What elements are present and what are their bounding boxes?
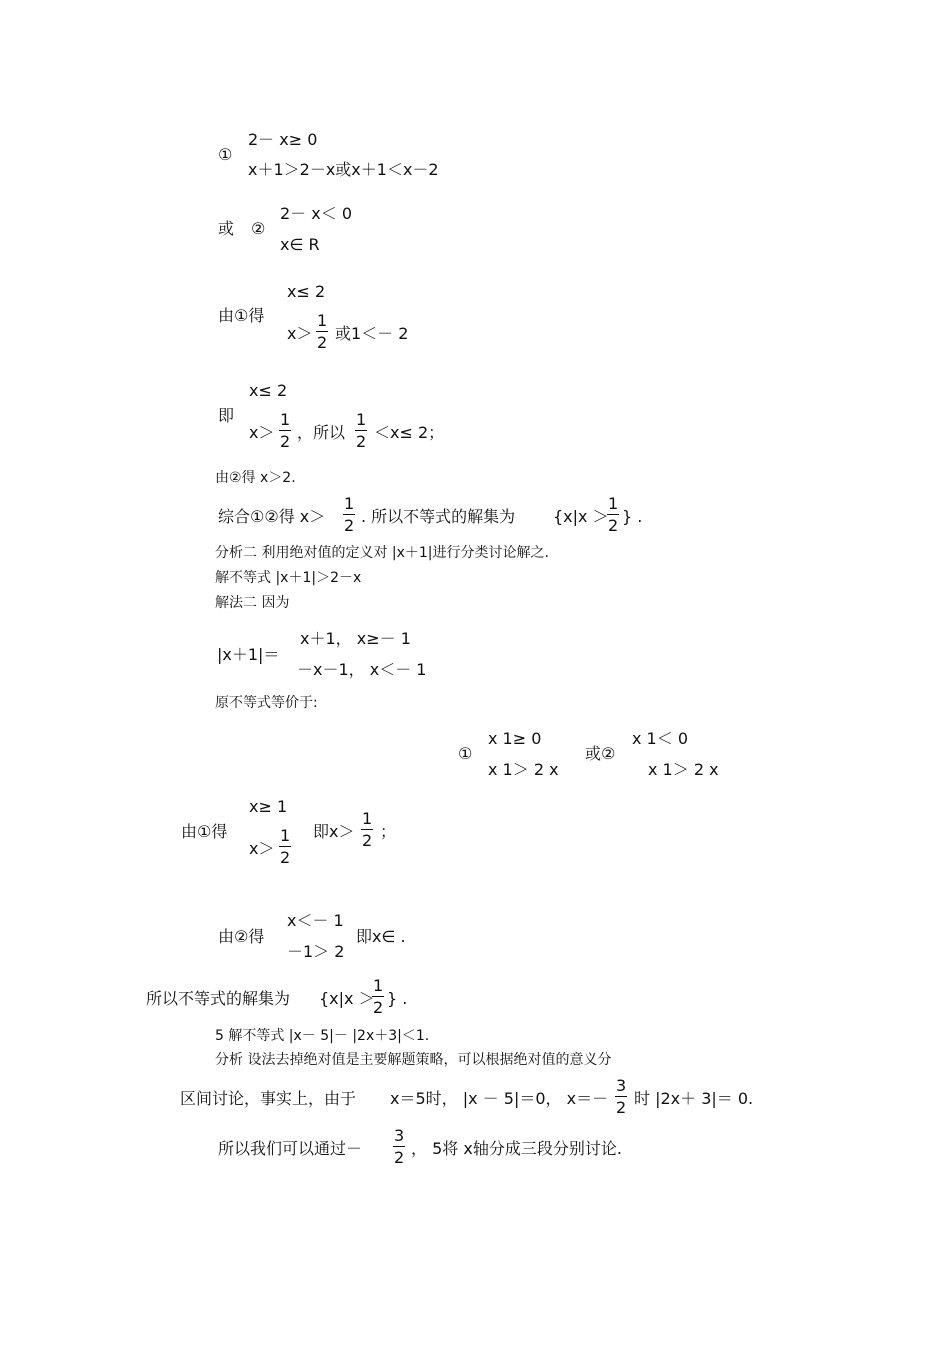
condition-line: x＞ (287, 324, 313, 343)
condition-line: x＞ (249, 423, 275, 442)
text-run: ， 5将 x轴分成三段分别讨论. (411, 1139, 622, 1158)
fraction-one-half (607, 496, 619, 534)
system-line: x 1＜ 0 (632, 729, 689, 748)
text-run: 时 |2x＋ 3|＝ 0. (634, 1089, 754, 1108)
piecewise-case: x＋1， x≥－ 1 (300, 629, 411, 648)
problem-line: 5 解不等式 |x－ 5|－ |2x＋3|＜1. (215, 1028, 430, 1044)
solution-set: } . (387, 989, 408, 1008)
fraction-one-half (316, 313, 328, 351)
numerator: 1 (608, 494, 619, 513)
numerator: 1 (280, 826, 291, 845)
analysis-line: 分析 设法去掉绝对值是主要解题策略，可以根据绝对值的意义分 (215, 1052, 612, 1068)
condition-line: 2－ x≥ 0 (248, 130, 318, 149)
circle-one-label: ① (218, 145, 233, 164)
analysis-line: 分析二 利用绝对值的定义对 |x＋1|进行分类讨论解之. (215, 545, 549, 561)
condition-line: x＞ (249, 839, 275, 858)
method-line: 解法二 因为 (215, 595, 290, 611)
denominator: 2 (317, 333, 328, 352)
fraction-three-half (615, 1078, 627, 1116)
system-line: x 1＞ 2 x (488, 760, 559, 779)
condition-line: x≤ 2 (287, 282, 326, 301)
numerator: 1 (280, 410, 291, 429)
text-run: 即x∈ . (356, 927, 406, 946)
problem-line: 解不等式 |x＋1|＞2－x (215, 570, 362, 586)
summary-text: 综合①②得 x＞ (218, 507, 326, 526)
or-label: 或 (218, 219, 235, 238)
solution-set: {x|x ＞ (319, 989, 375, 1008)
solution-set: } . (622, 507, 643, 526)
text-run: ，所以 (297, 423, 346, 442)
condition-line: 或1＜－ 2 (335, 324, 409, 343)
numerator: 1 (344, 494, 355, 513)
fraction-one-half (361, 811, 373, 849)
piecewise-case: －x－1， x＜－ 1 (297, 660, 427, 679)
denominator: 2 (356, 432, 367, 451)
solution-set: {x|x ＞ (553, 507, 609, 526)
step-lead: 由①得 (218, 306, 265, 325)
fraction-one-half (279, 412, 291, 450)
condition-line: x＜－ 1 (287, 911, 344, 930)
or-two-label: 或② (585, 744, 616, 763)
circle-two-label: ② (251, 219, 266, 238)
denominator: 2 (344, 516, 355, 535)
numerator: 1 (317, 311, 328, 330)
numerator: 1 (356, 410, 367, 429)
fraction-one-half (372, 978, 384, 1016)
denominator: 2 (280, 848, 291, 867)
system-line: x 1＞ 2 x (648, 760, 719, 779)
condition-line: x≤ 2 (249, 381, 288, 400)
condition-line: 2－ x＜ 0 (280, 204, 353, 223)
numerator: 3 (394, 1126, 405, 1145)
system-line: x 1≥ 0 (488, 729, 542, 748)
text-run: ＜x≤ 2； (374, 423, 445, 442)
text-run: 即x＞ (313, 822, 355, 841)
text-line: 原不等式等价于: (215, 695, 318, 711)
condition-line: x＋1＞2－x或x＋1＜x－2 (248, 160, 439, 179)
condition-line: －1＞ 2 (287, 942, 345, 961)
text-run: ； (380, 822, 397, 841)
summary-text: . 所以不等式的解集为 (361, 507, 516, 526)
denominator: 2 (394, 1148, 405, 1167)
final-text: 所以不等式的解集为 (146, 989, 291, 1008)
fraction-one-half (343, 496, 355, 534)
condition-line: x≥ 1 (249, 797, 288, 816)
text-run: 所以我们可以通过－ (218, 1139, 363, 1158)
text-line: 由②得 x＞2. (215, 470, 296, 486)
fraction-one-half (355, 412, 367, 450)
circle-one-label: ① (458, 744, 473, 763)
denominator: 2 (608, 516, 619, 535)
abs-lhs: |x＋1|＝ (217, 645, 280, 664)
condition-line: x∈ R (280, 235, 320, 254)
denominator: 2 (280, 432, 291, 451)
step-lead: 由②得 (218, 927, 265, 946)
numerator: 3 (616, 1076, 627, 1095)
text-run: 区间讨论，事实上，由于 (180, 1089, 357, 1108)
denominator: 2 (373, 998, 384, 1017)
numerator: 1 (373, 976, 384, 995)
denominator: 2 (616, 1098, 627, 1117)
step-lead: 即 (218, 406, 235, 425)
fraction-three-half (393, 1128, 405, 1166)
step-lead: 由①得 (181, 822, 228, 841)
numerator: 1 (362, 809, 373, 828)
text-run: x＝5时， |x － 5|＝0， x＝－ (390, 1089, 609, 1108)
fraction-one-half (279, 828, 291, 866)
denominator: 2 (362, 831, 373, 850)
